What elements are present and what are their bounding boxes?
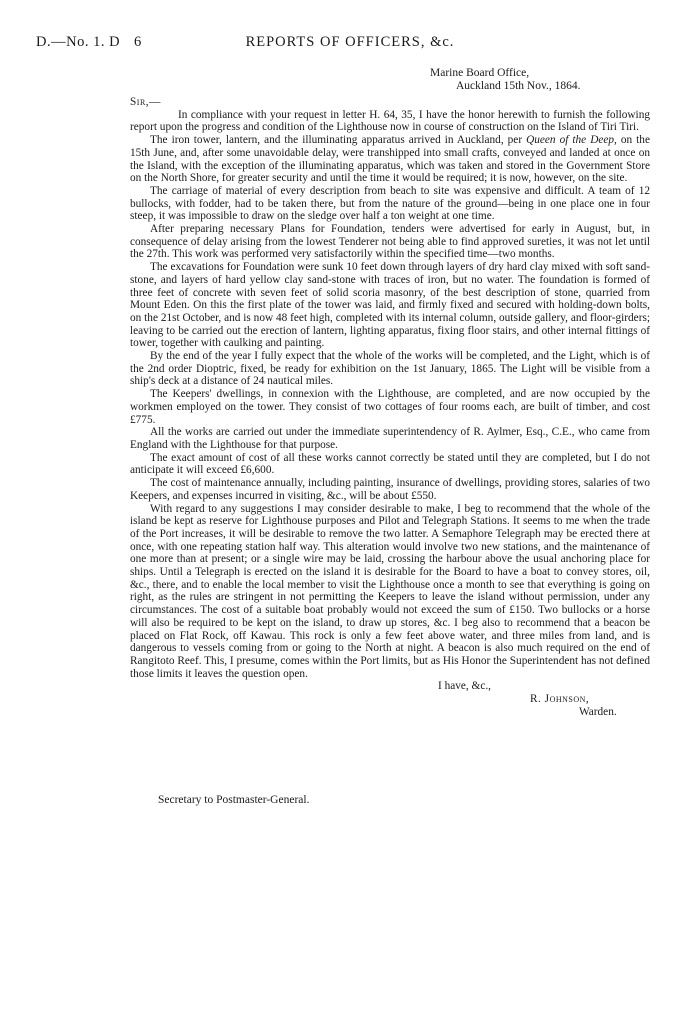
running-title: REPORTS OF OFFICERS, &c. — [245, 34, 455, 50]
paragraph: The iron tower, lantern, and the illuminating apparatus arrived in Auckland, per Queen of the Deep, on the 15th June, and, after some unavoidable delay, were transhipped into small crafts, conveyed and landed at once on the Island, with the exception of the illuminating apparatus, which was taken and stored in the Government Store on the North Shore, for greater security and until the time it would be required; it is now, however, on the site. — [130, 134, 650, 185]
letter-address — [430, 67, 660, 93]
paragraph: After preparing necessary Plans for Foundation, tenders were advertised for early in August, but, in consequence of delay arising from the lowest Tenderer not being able to find approved sureties, it was not let until the 27th. This work was performed very satisfactorily within the specified time—two months. — [130, 223, 650, 261]
office-name: Marine Board Office, — [430, 67, 530, 79]
paragraph: By the end of the year I fully expect that the whole of the works will be completed, and the Light, which is of the 2nd order Dioptric, fixed, be ready for exhibition on the 1st January, 1865. The Light will be visible from a ship's deck at a distance of 24 nautical miles. — [130, 350, 650, 388]
page-number: 6 — [134, 34, 142, 50]
ship-name: Queen of the Deep — [526, 134, 615, 147]
paragraph: The cost of maintenance annually, including painting, insurance of dwellings, providing stores, salaries of two Keepers, and expenses incurred in visiting, &c., will be about £550. — [130, 477, 650, 502]
paragraph: All the works are carried out under the immediate superintendency of R. Aylmer, Esq., C.E., who came from England with the Lighthouse for that purpose. — [130, 426, 650, 451]
valediction: I have, &c., — [438, 680, 492, 693]
place-and-date: Auckland 15th Nov., 1864. — [456, 80, 581, 92]
paragraph: The Keepers' dwellings, in connexion with the Lighthouse, are completed, and are now occupied by the workmen employed on the tower. They consist of two cottages of four rooms each, are built of timber, and cost £775. — [130, 388, 650, 426]
letter-body — [130, 96, 650, 724]
paragraph: In compliance with your request in letter H. 64, 35, I have the honor herewith to furnish the following report upon the progress and condition of the Lighthouse now in course of construction on the Island of Tiri Tiri. — [130, 108, 650, 134]
addressee: Secretary to Postmaster-General. — [158, 794, 310, 806]
signatory-name: R. Johnson, — [530, 693, 590, 706]
paragraph: The excavations for Foundation were sunk 10 feet down through layers of dry hard clay mixed with soft sand-stone, and layers of hard yellow clay sand-stone with traces of iron, but no water. The foundation is formed of three feet of concrete with seven feet of solid scoria masonry, of the best description of stone, quarried from Mount Eden. On this the first plate of the tower was laid, and firmly fixed and secured with holding-down bolts, on the 21st October, and is now 48 feet high, completed with its internal column, outside gallery, and floor-girders; leaving to be carried out the erection of lantern, lighting apparatus, fixing floor stairs, and other internal fittings of tower, together with caulking and painting. — [130, 261, 650, 350]
paragraph: With regard to any suggestions I may consider desirable to make, I beg to recommend that the whole of the island be kept as reserve for Lighthouse purposes and Pilot and Telegraph Stations. It seems to me when the trade of the Port increases, it will be desirable to remove the two latter. A Semaphore Telegraph may be erected there at once, with one repeating station half way. This alteration would involve two new stations, and the maintenance of one more than at present; or a single wire may be laid, crossing the harbour above the usual anchoring place for ships. Until a Telegraph is erected on the island it is desirable for the Board to have a boat to convey stores, oil, &c., there, and to enable the local member to visit the Lighthouse once a month to see that everything is going on right, as the rules are stringent in not permitting the Keepers to leave the island without permission, under any circumstances. The cost of a suitable boat probably would not exceed the sum of £150. Two bullocks or a horse will also be required to be kept on the island, to draw up stores, &c. I beg also to recommend that a beacon be placed on Flat Rock, off Kawau. This rock is only a few feet above water, and three miles from land, and is dangerous to vessels coming from or going to the North at night. A beacon is also much required on the end of Rangitoto Reef. This, I presume, comes within the Port limits, but as His Honor the Superintendent has not defined those limits it leaves the question open. — [130, 502, 650, 680]
paragraph: The exact amount of cost of all these works cannot correctly be stated until they are completed, but I do not anticipate it will exceed £6,600. — [130, 451, 650, 477]
signatory-title: Warden. — [579, 706, 617, 719]
paragraph: The carriage of material of every description from beach to site was expensive and difficult. A team of 12 bullocks, with fodder, had to be taken there, but from the nature of the ground—being in one place one in four steep, it was impossible to draw on the sledge over half a ton weight at one time. — [130, 184, 650, 223]
page-header — [36, 34, 664, 54]
letter-closing — [130, 680, 650, 724]
document-reference: D.—No. 1. D 6 — [36, 34, 142, 50]
salutation: Sir,— — [130, 96, 161, 108]
